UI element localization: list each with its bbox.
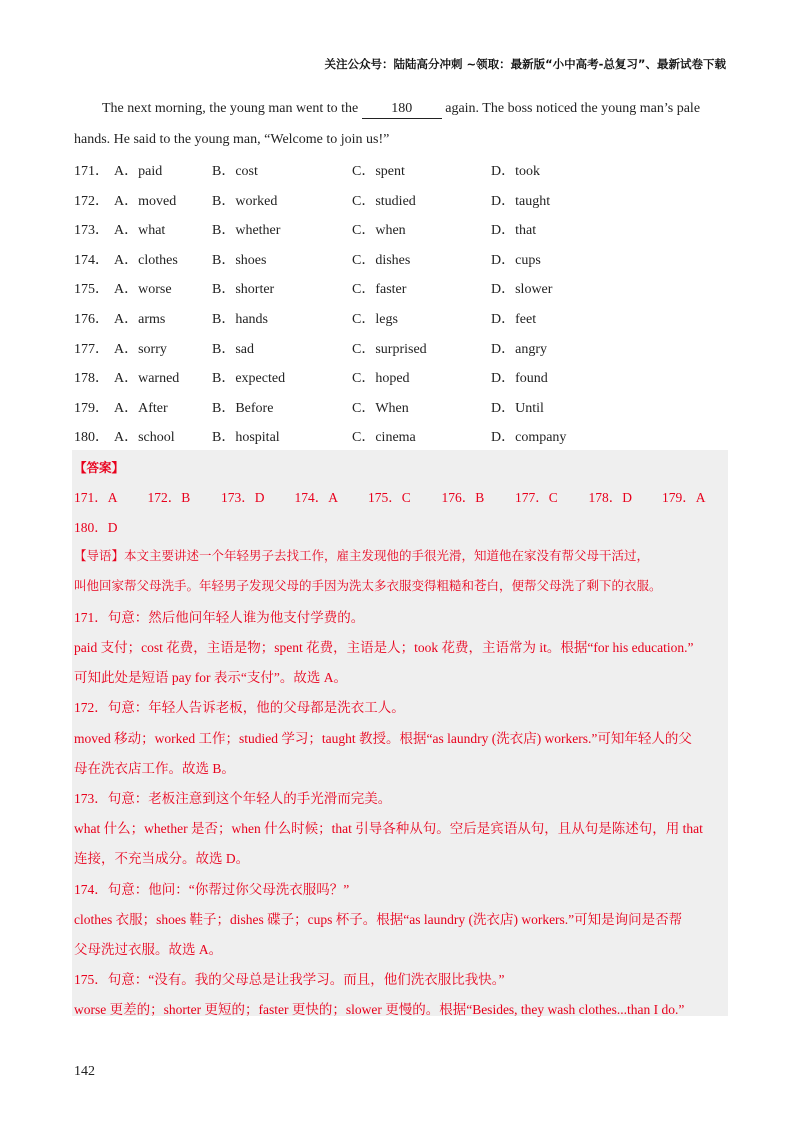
question-number: 177． — [74, 341, 109, 357]
question-number: 176． — [74, 312, 109, 327]
option-a: A．warned — [114, 371, 180, 387]
option-d: D．feet — [491, 312, 537, 327]
question-row — [74, 249, 734, 278]
answer-label: 【答案】 — [74, 460, 125, 475]
explanation-174-line3: 父母洗过衣服。故选 A。 — [74, 942, 223, 957]
option-d: D．took — [491, 164, 540, 179]
option-b: B．hands — [212, 312, 268, 327]
answer-key: 179．A — [662, 490, 706, 505]
explanation-174-line1: 174．句意：他问：“你帮过你父母洗衣服吗？” — [74, 882, 350, 897]
answer-key-last: 180．D — [74, 520, 118, 535]
question-number: 178． — [74, 371, 109, 387]
option-b: B．sad — [212, 341, 254, 357]
option-d: D．angry — [491, 341, 547, 357]
option-c: C．surprised — [352, 341, 427, 357]
answer-key: 171．A — [74, 490, 118, 505]
question-row — [74, 338, 734, 367]
option-d: D．that — [491, 223, 537, 239]
answer-key: 175．C — [368, 490, 411, 505]
question-number: 179． — [74, 400, 109, 416]
option-c: C．When — [352, 400, 409, 416]
option-b: B．shorter — [212, 282, 275, 298]
option-d: D．slower — [491, 282, 553, 298]
passage — [74, 93, 728, 155]
answer-key: 172．B — [147, 490, 191, 505]
option-a: A．moved — [114, 193, 177, 209]
guide-line-1: 【导语】本文主要讲述一个年轻男子去找工作，雇主发现他的手很光滑，知道他在家没有帮父母干活过， — [74, 548, 650, 563]
question-row — [74, 278, 734, 307]
explanation-174-line2: clothes 衣服；shoes 鞋子；dishes 碟子；cups 杯子。根据“as laundry (洗衣店) workers.”可知是询问是否帮 — [74, 912, 683, 927]
page-header: 关注公众号：陆陆高分冲刺 ~领取：最新版“小中高考-总复习”、最新试卷下载 — [324, 57, 726, 71]
question-row — [74, 160, 734, 189]
answer-key: 173．D — [221, 490, 265, 505]
option-c: C．when — [352, 223, 406, 239]
option-b: B．hospital — [212, 430, 280, 446]
question-row — [74, 397, 734, 426]
option-a: A．sorry — [114, 341, 167, 357]
explanation-171-line1: 171．句意：然后他问年轻人谁为他支付学费的。 — [74, 610, 365, 625]
explanation-172-line1: 172．句意：年轻人告诉老板，他的父母都是洗衣工人。 — [74, 700, 405, 715]
option-b: B．whether — [212, 223, 281, 239]
option-b: B．Before — [212, 400, 274, 416]
answer-key: 174．A — [294, 490, 338, 505]
option-b: B．shoes — [212, 252, 267, 268]
blank-180: 180 — [362, 100, 442, 119]
answer-key-row — [74, 486, 730, 506]
page-number: 142 — [74, 1064, 95, 1079]
answer-key: 178．D — [588, 490, 632, 505]
question-number: 171． — [74, 164, 109, 179]
option-c: C．legs — [352, 312, 398, 327]
option-c: C．faster — [352, 282, 407, 298]
explanation-171-line3: 可知此处是短语 pay for 表示“支付”。故选 A。 — [74, 670, 347, 685]
option-a: A．school — [114, 430, 175, 446]
answer-key: 176．B — [441, 490, 485, 505]
explanation-173-line1: 173．句意：老板注意到这个年轻人的手光滑而完美。 — [74, 791, 392, 806]
option-c: C．spent — [352, 164, 405, 179]
question-number: 172． — [74, 193, 109, 209]
explanation-172-line3: 母在洗衣店工作。故选 B。 — [74, 761, 235, 776]
option-a: A．paid — [114, 164, 163, 179]
option-a: A．what — [114, 223, 166, 239]
option-a: A．clothes — [114, 252, 178, 268]
question-row — [74, 308, 734, 337]
option-c: C．hoped — [352, 371, 410, 387]
question-row — [74, 219, 734, 248]
question-number: 180． — [74, 430, 109, 446]
option-d: D．cups — [491, 252, 541, 268]
option-c: C．cinema — [352, 430, 416, 446]
option-a: A．arms — [114, 312, 166, 327]
option-a: A．worse — [114, 282, 172, 298]
answer-key: 177．C — [515, 490, 558, 505]
option-b: B．worked — [212, 193, 278, 209]
passage-line1-after: again. The boss noticed the young man’s pale — [445, 101, 701, 116]
explanation-171-line2: paid 支付；cost 花费，主语是物；spent 花费，主语是人；took 花费，主语常为 it。根据“for his education.” — [74, 640, 694, 655]
option-d: D．company — [491, 430, 567, 446]
explanation-173-line2: what 什么；whether 是否；when 什么时候；that 引导各种从句。空后是宾语从句，且从句是陈述句，用 that — [74, 821, 703, 836]
option-b: B．expected — [212, 371, 286, 387]
passage-line1-before: The next morning, the young man went to the — [102, 101, 359, 116]
option-a: A．After — [114, 400, 168, 416]
question-number: 173． — [74, 223, 109, 239]
question-number: 174． — [74, 252, 109, 268]
explanation-172-line2: moved 移动；worked 工作；studied 学习；taught 教授。根据“as laundry (洗衣店) workers.”可知年轻人的父 — [74, 731, 692, 746]
option-d: D．found — [491, 371, 548, 387]
option-b: B．cost — [212, 164, 258, 179]
option-d: D．Until — [491, 400, 544, 416]
option-d: D．taught — [491, 193, 551, 209]
explanation-175-line1: 175．句意：“没有。我的父母总是让我学习。而且，他们洗衣服比我快。” — [74, 972, 505, 987]
option-c: C．dishes — [352, 252, 411, 268]
option-c: C．studied — [352, 193, 416, 209]
explanation-173-line3: 连接，不充当成分。故选 D。 — [74, 851, 250, 866]
passage-line2: hands. He said to the young man, “Welcome to join us!” — [74, 132, 390, 147]
explanation-175-line2: worse 更差的；shorter 更短的；faster 更快的；slower 更慢的。根据“Besides, they wash clothes...than I do.” — [74, 1002, 685, 1017]
question-row — [74, 367, 734, 396]
question-row — [74, 190, 734, 219]
guide-line-2: 叫他回家帮父母洗手。年轻男子发现父母的手因为洗太多衣服变得粗糙和苍白，便帮父母洗了剩下的衣服。 — [74, 578, 662, 593]
question-number: 175． — [74, 282, 109, 298]
